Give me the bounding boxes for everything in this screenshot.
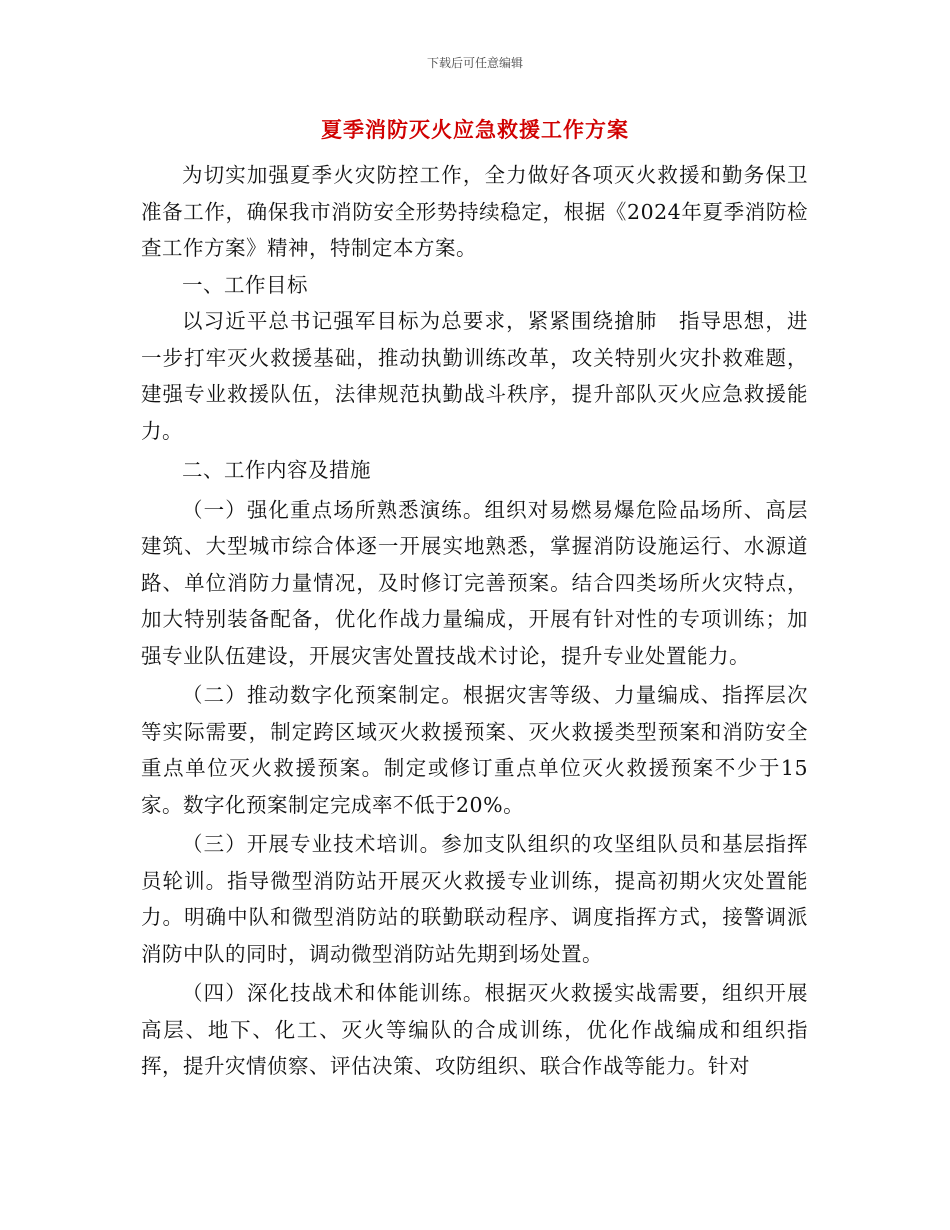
header-note: 下载后可任意编辑 [426,56,523,70]
section-2-item-2: （二）推动数字化预案制定。根据灾害等级、力量编成、指挥层次等实际需要，制定跨区域灭火救援预案、灭火救援类型预案和消防安全重点单位灭火救援预案。制定或修订重点单位灭火救援预案不少于15家。数字化预案制定完成率不低于20%。 [141,683,808,817]
section-2-heading: 二、工作内容及措施 [182,458,371,482]
document-body [141,157,808,1085]
section-1-body: 以习近平总书记强军目标为总要求，紧紧围绕搶肺 指导思想，进一步打牢灭火救援基础，推动执勤训练改革，攻关特别火灾扑救难题，建强专业救援队伍，法律规范执勤战斗秩序，提升部队灭火应急救援能力。 [141,309,808,443]
intro-paragraph: 为切实加强夏季火灾防控工作，全力做好各项灭火救援和勤务保卫准备工作，确保我市消防安全形势持续稳定，根据《2024年夏季消防检查工作方案》精神，特制定本方案。 [141,163,808,260]
section-1-heading: 一、工作目标 [182,272,308,297]
section-2-item-3: （三）开展专业技术培训。参加支队组织的攻坚组队员和基层指挥员轮训。指导微型消防站开展灭火救援专业训练，提高初期火灾处置能力。明确中队和微型消防站的联勤联动程序、调度指挥方式，接警调派消防中队的同时，调动微型消防站先期到场处置。 [141,832,808,966]
section-2-item-4: （四）深化技战术和体能训练。根据灭火救援实战需要，组织开展高层、地下、化工、灭火等编队的合成训练，优化作战编成和组织指挥，提升灾情侦察、评估决策、攻防组织、联合作战等能力。针对 [141,981,808,1078]
document-title: 夏季消防灭火应急救援工作方案 [321,117,629,142]
section-2-item-1: （一）强化重点场所熟悉演练。组织对易燃易爆危险品场所、高层建筑、大型城市综合体逐一开展实地熟悉，掌握消防设施运行、水源道路、单位消防力量情况，及时修订完善预案。结合四类场所火灾特点，加大特别装备配备，优化作战力量编成，开展有针对性的专项训练；加强专业队伍建设，开展灾害处置技战术讨论，提升专业处置能力。 [141,497,808,668]
